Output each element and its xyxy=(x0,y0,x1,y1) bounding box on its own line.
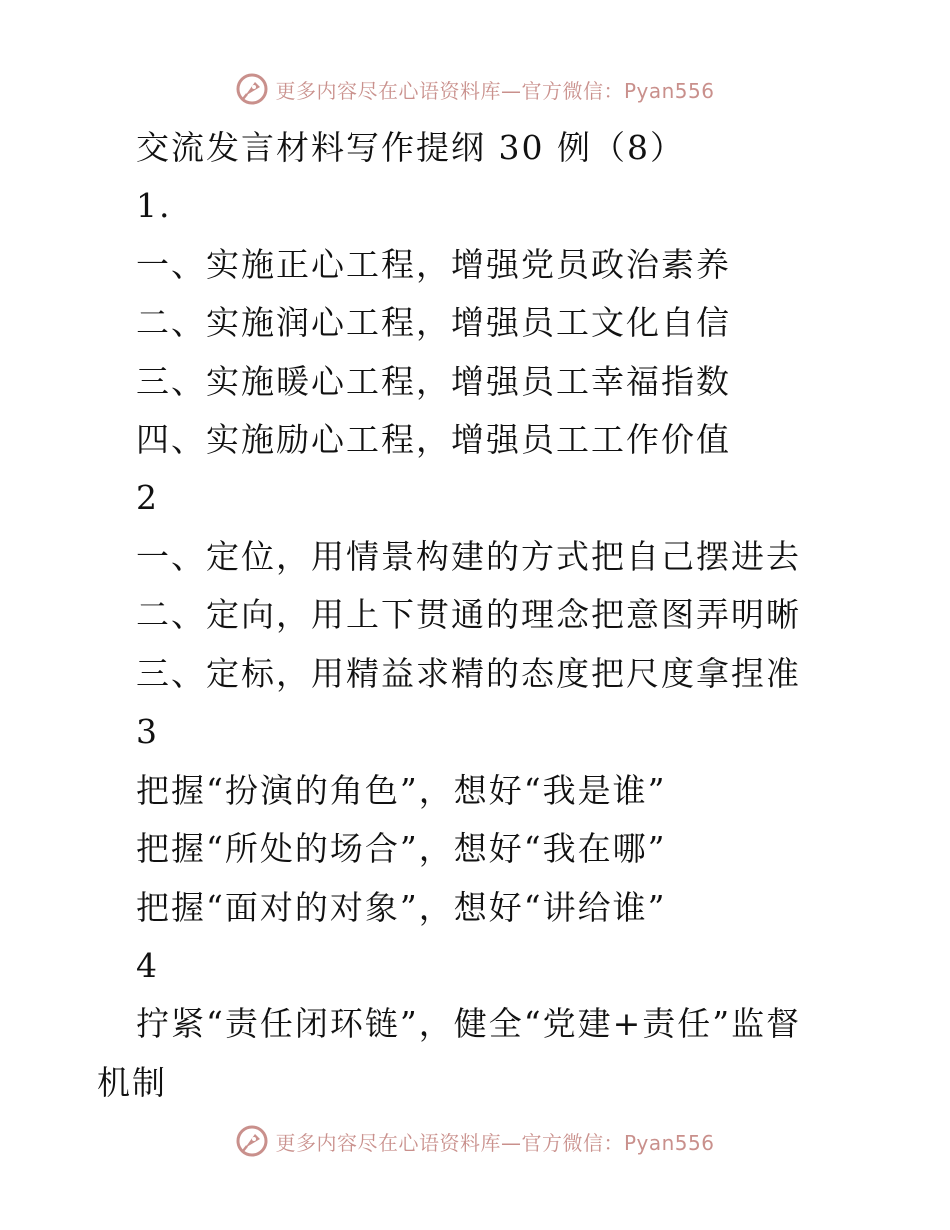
outline-item: 拧紧“责任闭环链”，健全“党建+责任”监督 xyxy=(136,1004,802,1043)
watermark-text: 更多内容尽在心语资料库—官方微信：Pyan556 xyxy=(275,1130,715,1155)
section-number: 4 xyxy=(136,946,159,985)
outline-item: 一、实施正心工程，增强党员政治素养 xyxy=(136,245,731,284)
watermark-text: 更多内容尽在心语资料库—官方微信：Pyan556 xyxy=(275,78,715,103)
outline-item-continuation: 机制 xyxy=(97,1063,167,1102)
pen-nib-logo-icon xyxy=(235,1124,269,1158)
outline-item: 三、实施暖心工程，增强员工幸福指数 xyxy=(136,362,731,401)
outline-item: 把握“扮演的角色”，想好“我是谁” xyxy=(136,771,667,810)
watermark-header xyxy=(0,72,950,106)
outline-item: 二、实施润心工程，增强员工文化自信 xyxy=(136,303,731,342)
pen-nib-logo-icon xyxy=(235,72,269,106)
section-number: 3 xyxy=(136,712,159,751)
outline-item: 把握“面对的对象”，想好“讲给谁” xyxy=(136,888,667,927)
outline-item: 把握“所处的场合”，想好“我在哪” xyxy=(136,829,667,868)
section-number: 2 xyxy=(136,478,159,517)
section-number: 1. xyxy=(136,186,172,225)
outline-item: 三、定标，用精益求精的态度把尺度拿捏准 xyxy=(136,654,801,693)
outline-item: 二、定向，用上下贯通的理念把意图弄明晰 xyxy=(136,595,801,634)
outline-item: 四、实施励心工程，增强员工工作价值 xyxy=(136,420,731,459)
watermark-footer xyxy=(0,1124,950,1158)
outline-item: 一、定位，用情景构建的方式把自己摆进去 xyxy=(136,537,801,576)
document-title: 交流发言材料写作提纲 30 例（8） xyxy=(136,128,685,167)
